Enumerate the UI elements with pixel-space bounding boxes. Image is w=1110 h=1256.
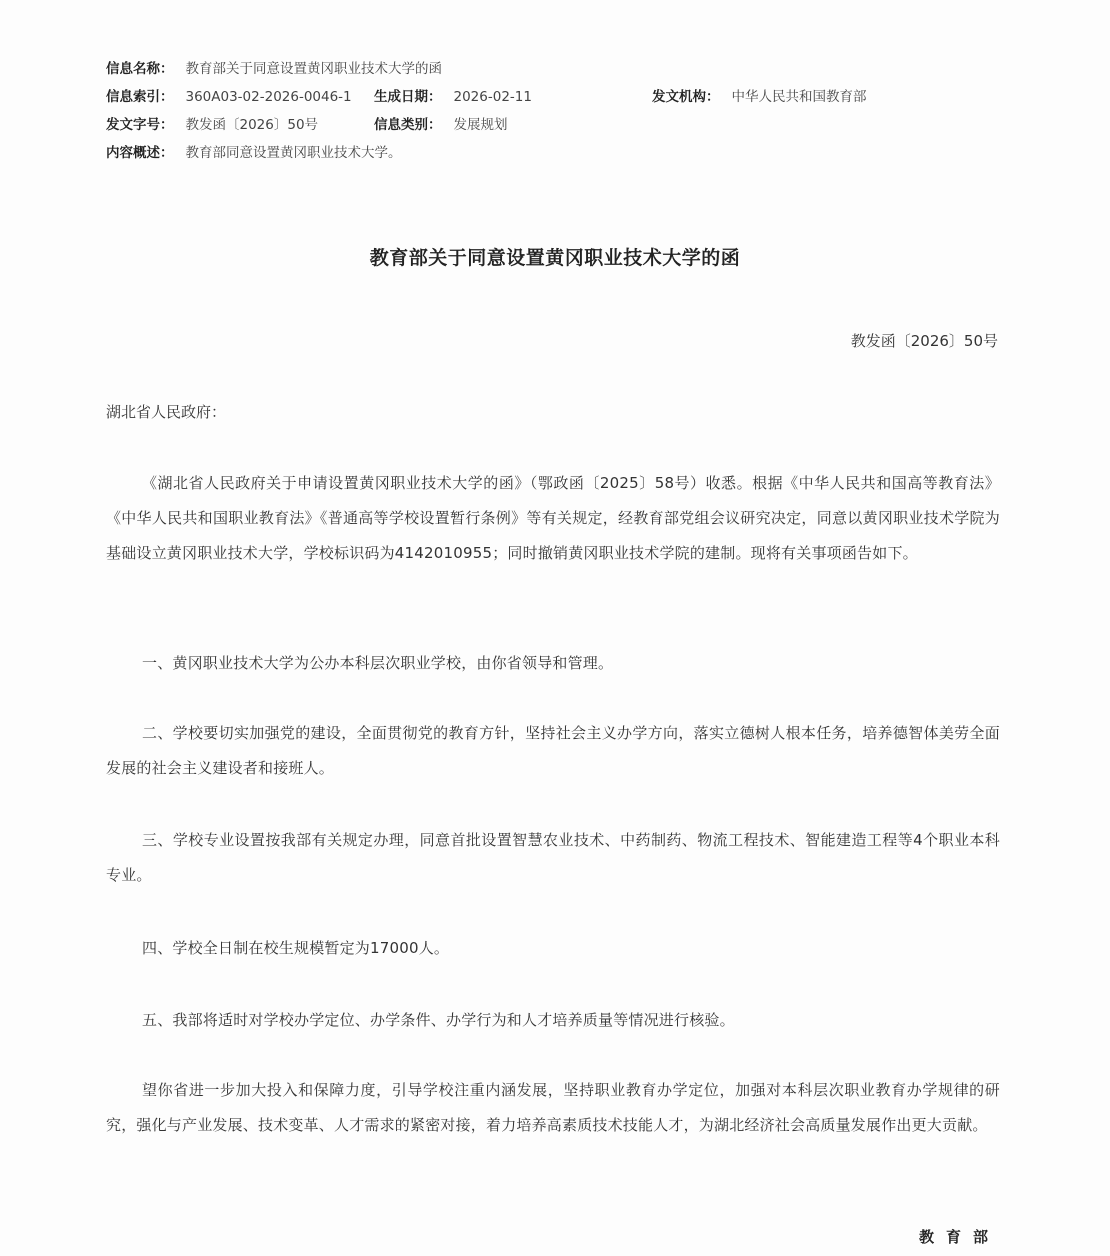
info-category-label: 信息类别： xyxy=(374,117,442,133)
paragraph-closing: 望你省进一步加大投入和保障力度，引导学校注重内涵发展，坚持职业教育办学定位，加强对本科层次职业教育办学规律的研究，强化与产业发展、技术变革、人才需求的紧密对接，着力培养高素质技术技能人才，为湖北经济社会高质量发展作出更大贡献。 xyxy=(106,1081,1000,1134)
doc-number-value: 教发函〔2026〕50号 xyxy=(185,117,319,133)
info-name-value: 教育部关于同意设置黄冈职业技术大学的函 xyxy=(185,61,442,77)
paragraph-item-1: 一、黄冈职业技术大学为公办本科层次职业学校，由你省领导和管理。 xyxy=(142,654,614,672)
addressee: 湖北省人民政府： xyxy=(106,403,227,421)
info-name-label: 信息名称： xyxy=(106,61,174,77)
gen-date-value: 2026-02-11 xyxy=(453,89,532,105)
paragraph-item-3: 三、学校专业设置按我部有关规定办理，同意首批设置智慧农业技术、中药制药、物流工程技术、智能建造工程等4个职业本科专业。 xyxy=(106,831,1000,884)
issuer-label: 发文机构： xyxy=(652,89,720,105)
paragraph-item-5: 五、我部将适时对学校办学定位、办学条件、办学行为和人才培养质量等情况进行核验。 xyxy=(142,1011,735,1029)
info-name-row xyxy=(106,60,442,78)
issuer-value: 中华人民共和国教育部 xyxy=(731,89,867,105)
doc-number-row xyxy=(106,116,318,134)
gen-date-row xyxy=(374,88,532,106)
signer: 教育部 xyxy=(918,1228,1000,1246)
issuer-row xyxy=(652,88,867,106)
paragraph-intro: 《湖北省人民政府关于申请设置黄冈职业技术大学的函》（鄂政函〔2025〕58号）收悉。根据《中华人民共和国高等教育法》《中华人民共和国职业教育法》《普通高等学校设置暂行条例》等有关规定，经教育部党组会议研究决定，同意以黄冈职业技术学院为基础设立黄冈职业技术大学，学校标识码为4142010955；同时撤销黄冈职业技术学院的建制。现将有关事项函告如下。 xyxy=(106,474,1000,562)
gen-date-label: 生成日期： xyxy=(374,89,442,105)
document-number: 教发函〔2026〕50号 xyxy=(850,332,998,350)
paragraph-item-2: 二、学校要切实加强党的建设，全面贯彻党的教育方针，坚持社会主义办学方向，落实立德树人根本任务，培养德智体美劳全面发展的社会主义建设者和接班人。 xyxy=(106,724,1000,777)
summary-value: 教育部同意设置黄冈职业技术大学。 xyxy=(185,145,402,161)
info-index-label: 信息索引： xyxy=(106,89,174,105)
summary-label: 内容概述： xyxy=(106,145,174,161)
info-index-value: 360A03-02-2026-0046-1 xyxy=(185,89,352,105)
summary-row xyxy=(106,144,402,162)
doc-number-label: 发文字号： xyxy=(106,117,174,133)
info-category-value: 发展规划 xyxy=(453,117,508,133)
info-category-row xyxy=(374,116,508,134)
info-index-row xyxy=(106,88,352,106)
paragraph-item-4: 四、学校全日制在校生规模暂定为17000人。 xyxy=(142,939,450,957)
document-title: 教育部关于同意设置黄冈职业技术大学的函 xyxy=(369,247,741,269)
